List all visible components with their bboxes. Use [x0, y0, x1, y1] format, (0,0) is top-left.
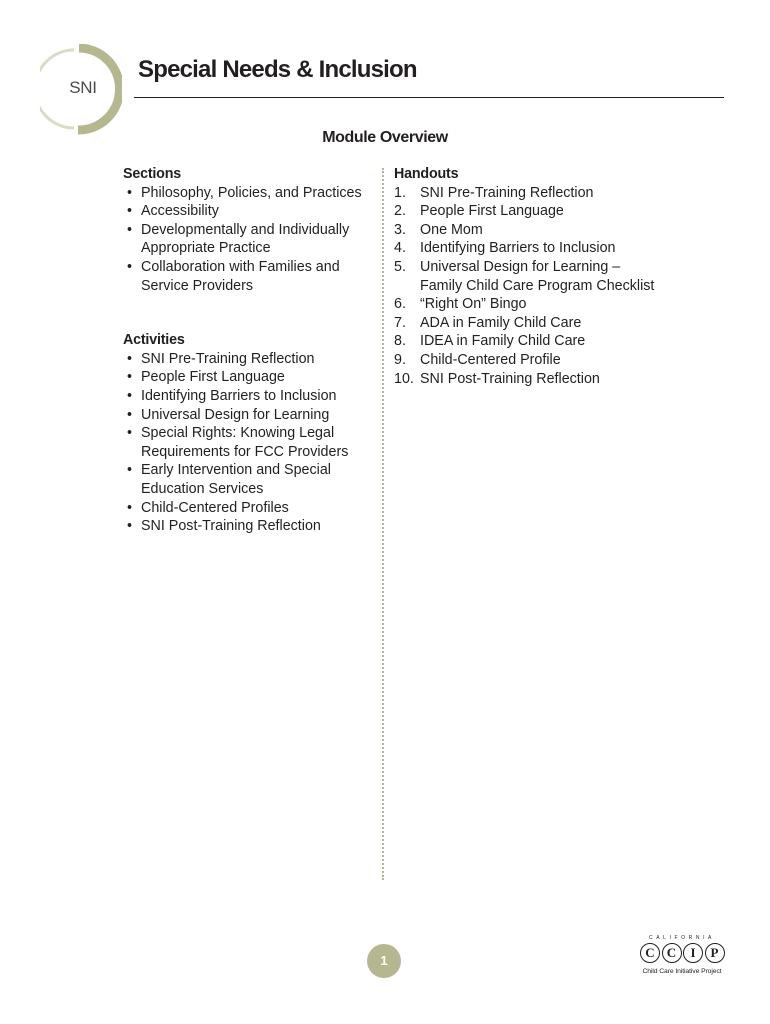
bullet-icon: • [127, 406, 133, 423]
list-item: • Collaboration with Families and Service Providers [127, 258, 340, 294]
handouts-list [394, 184, 664, 389]
logo-letter: I [683, 943, 703, 963]
list-item: 10. SNI Post-Training Reflection [394, 370, 600, 387]
list-item: • Child-Centered Profiles [127, 499, 289, 516]
left-column [123, 165, 373, 536]
list-item: • SNI Post-Training Reflection [127, 518, 321, 535]
bullet-icon: • [127, 387, 133, 404]
bullet-icon: • [127, 462, 133, 479]
list-item: • People First Language [127, 369, 285, 386]
document-title: Special Needs & Inclusion [138, 56, 417, 83]
module-overview-heading: Module Overview [322, 129, 448, 146]
column-divider [382, 168, 384, 880]
list-item: • Special Rights: Knowing Legal Requirements for FCC Providers [127, 425, 349, 460]
list-item: 8. IDEA in Family Child Care [394, 333, 586, 350]
sections-heading: Sections [123, 166, 181, 182]
bullet-icon: • [127, 258, 133, 275]
list-item: 4. Identifying Barriers to Inclusion [394, 240, 616, 257]
activities-list [123, 350, 373, 536]
list-item: • Early Intervention and Special Education Services [127, 462, 331, 497]
list-item: 6. “Right On” Bingo [394, 296, 527, 313]
bullet-icon: • [127, 518, 133, 535]
title-rule [134, 97, 724, 98]
list-item: • SNI Pre-Training Reflection [127, 350, 315, 367]
bullet-icon: • [127, 184, 133, 201]
bullet-icon: • [127, 369, 133, 386]
list-item: 1. SNI Pre-Training Reflection [394, 184, 594, 201]
list-item: 9. Child-Centered Profile [394, 351, 561, 368]
logo-letter: C [662, 943, 682, 963]
badge-label: SNI [69, 78, 97, 97]
list-item: • Philosophy, Policies, and Practices [127, 184, 362, 201]
activities-heading: Activities [123, 332, 185, 349]
page-number: 1 [367, 944, 401, 978]
list-item: • Accessibility [127, 203, 219, 220]
bullet-icon: • [127, 425, 133, 442]
list-item: 3. One Mom [394, 221, 483, 238]
logo-letter: P [705, 943, 725, 963]
sections-list [123, 184, 373, 296]
logo-tagline: Child Care Initiative Project [642, 968, 722, 975]
handouts-heading: Handouts [394, 166, 459, 182]
bullet-icon: • [127, 499, 133, 516]
list-item: 2. People First Language [394, 203, 564, 220]
list-item: • Universal Design for Learning [127, 406, 330, 423]
logo-state-label: CALIFORNIA [648, 935, 715, 941]
list-item: 7. ADA in Family Child Care [394, 314, 582, 331]
logo-letter: C [640, 943, 660, 963]
bullet-icon: • [127, 203, 133, 220]
bullet-icon: • [127, 221, 133, 238]
bullet-icon: • [127, 350, 133, 367]
list-item: • Identifying Barriers to Inclusion [127, 387, 337, 404]
right-column [394, 165, 664, 388]
logo-letters [640, 943, 726, 963]
list-item: 5. Universal Design for Learning – Family Child Care Program Checklist [394, 258, 655, 294]
list-item: • Developmentally and Individually Appropriate Practice [127, 221, 350, 257]
ccip-logo [640, 935, 724, 979]
